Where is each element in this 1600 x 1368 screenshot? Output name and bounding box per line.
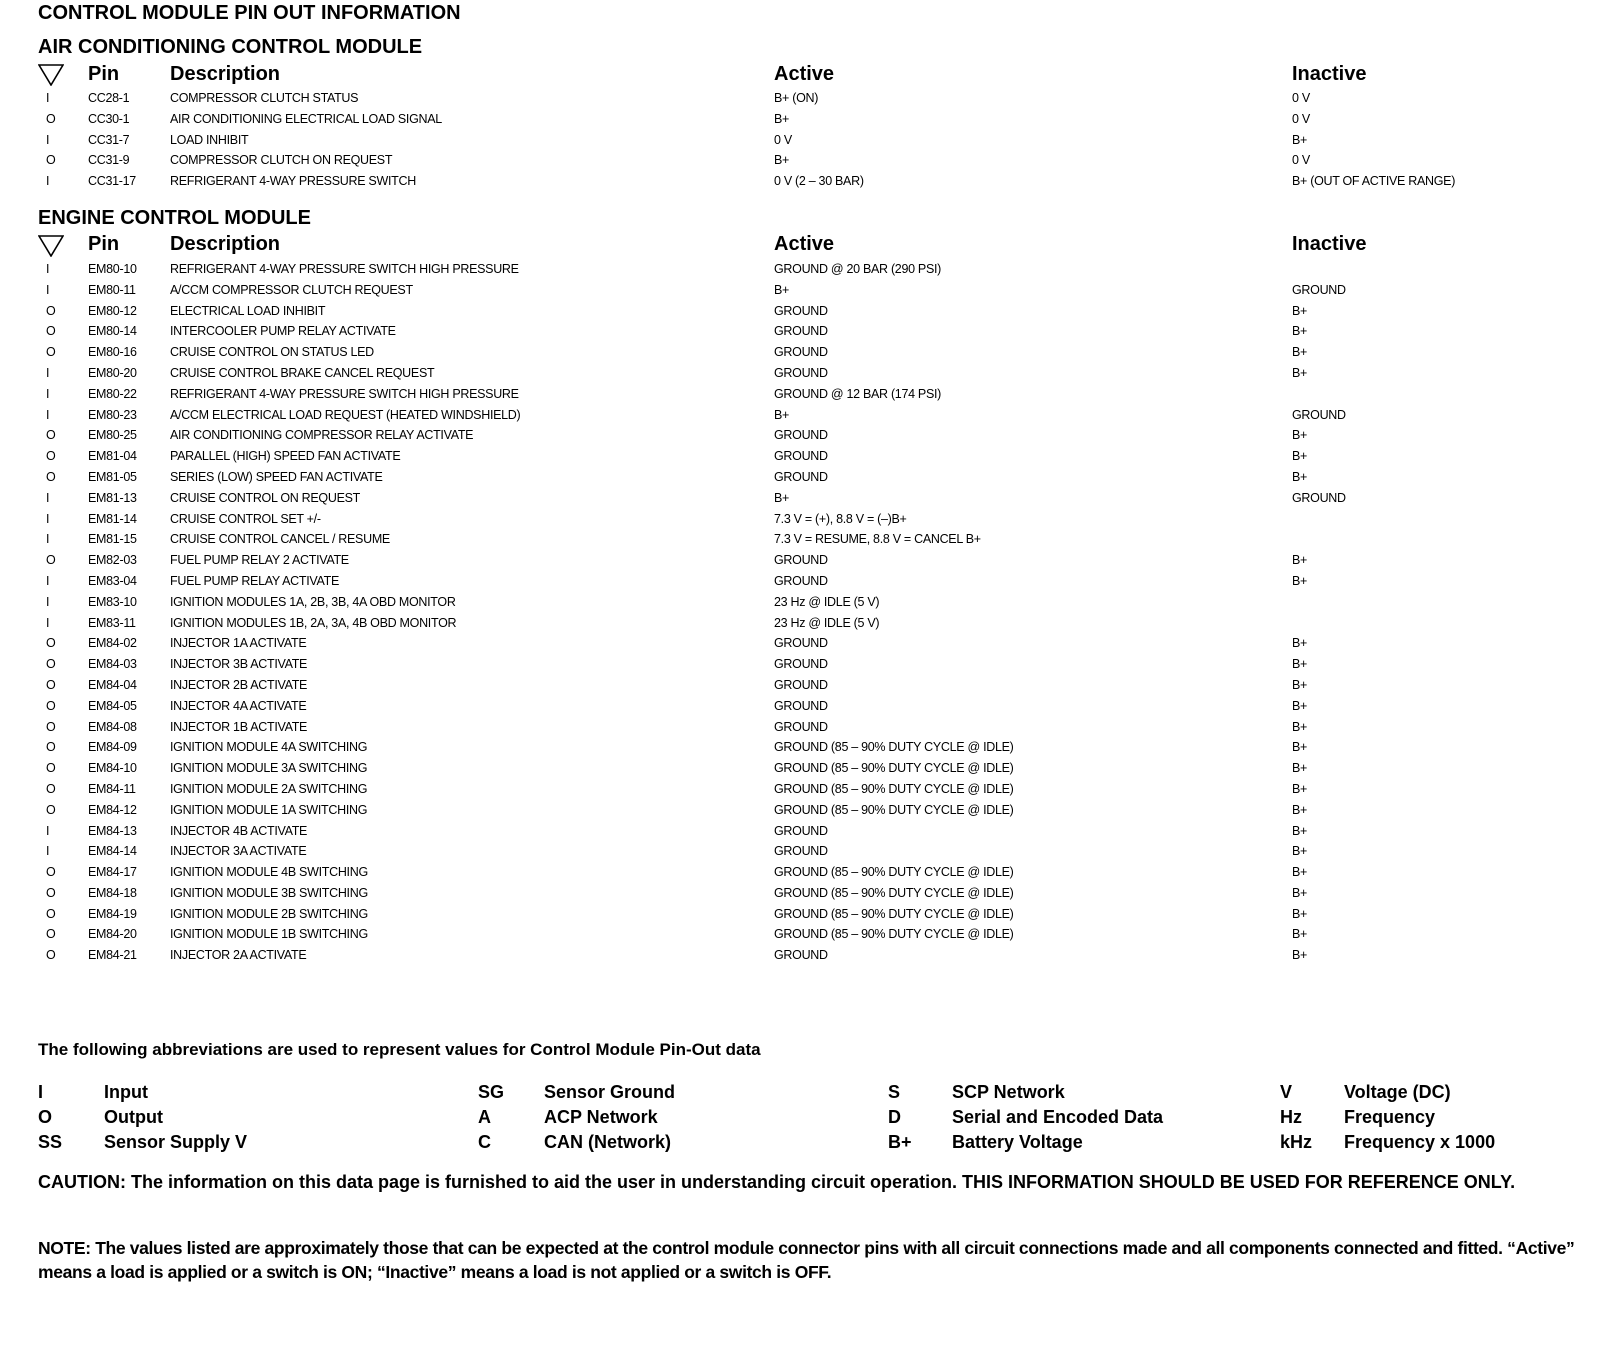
abbreviation-meaning: Sensor Supply V <box>104 1132 248 1152</box>
table-row <box>38 280 1586 301</box>
pin-pin-cell: EM84-10 <box>88 761 137 776</box>
pin-active-cell: GROUND <box>774 469 828 484</box>
pin-pin-cell: CC28-1 <box>88 91 130 105</box>
table-row <box>38 150 1586 171</box>
pin-pin-cell: EM84-05 <box>88 698 137 713</box>
pin-inactive-cell: B+ <box>1292 553 1308 568</box>
pin-description-cell: IGNITION MODULE 4A SWITCHING <box>170 740 368 755</box>
pin-active-cell: GROUND <box>774 823 828 838</box>
pin-active-cell: 7.3 V = (+), 8.8 V = (–)B+ <box>774 511 907 526</box>
pin-pin-cell: EM83-04 <box>88 573 137 588</box>
triangle-down-icon <box>38 231 88 259</box>
abbreviation-item <box>1280 1130 1586 1154</box>
pin-inactive-cell: B+ <box>1292 802 1308 817</box>
pin-pin-cell: EM84-09 <box>88 740 137 755</box>
acm-pin-table <box>38 60 1586 192</box>
table-row <box>38 384 1586 405</box>
abbreviation-meaning: Serial and Encoded Data <box>952 1107 1164 1127</box>
pin-pin-cell: EM80-20 <box>88 365 137 380</box>
ecm-header-row <box>38 231 1586 259</box>
pin-description-cell: INJECTOR 2A ACTIVATE <box>170 948 307 963</box>
pin-pin-cell: EM81-15 <box>88 532 137 547</box>
acm-header-row <box>38 60 1586 88</box>
pin-io-cell: I <box>46 844 50 859</box>
pin-description-cell: CRUISE CONTROL BRAKE CANCEL REQUEST <box>170 365 435 380</box>
pin-io-cell: O <box>46 449 56 464</box>
pin-description-cell: IGNITION MODULE 3B SWITCHING <box>170 885 368 900</box>
pin-inactive-cell <box>1292 384 1586 405</box>
pin-description-cell: CRUISE CONTROL SET +/- <box>170 511 321 526</box>
abbreviation-code: kHz <box>1280 1132 1313 1152</box>
pin-active-cell: GROUND <box>774 636 828 651</box>
table-row <box>38 800 1586 821</box>
pin-active-cell: GROUND <box>774 345 828 360</box>
caution-text: CAUTION: The information on this data page is furnished to aid the user in understanding circuit operation. THIS INFORMATION SHOULD BE USED FOR REFERENCE ONLY. <box>38 1172 1516 1192</box>
pin-description-cell: IGNITION MODULE 4B SWITCHING <box>170 865 368 880</box>
pin-pin-cell: EM84-12 <box>88 802 137 817</box>
abbreviations-legend <box>38 1080 1586 1160</box>
pin-active-cell: GROUND @ 12 BAR (174 PSI) <box>774 386 942 401</box>
pin-pin-cell: CC30-1 <box>88 111 130 126</box>
table-row <box>38 696 1586 717</box>
abbreviation-item <box>888 1080 1278 1104</box>
pin-description-cell: IGNITION MODULE 1B SWITCHING <box>170 927 368 942</box>
pin-pin-cell: CC31-17 <box>88 174 136 189</box>
pin-inactive-cell <box>1292 613 1586 634</box>
pin-active-cell: GROUND (85 – 90% DUTY CYCLE @ IDLE) <box>774 885 1014 900</box>
triangle-down-icon <box>38 60 88 88</box>
pin-io-cell: O <box>46 636 56 651</box>
abbreviation-meaning: Frequency <box>1344 1107 1436 1127</box>
abbreviation-meaning: Voltage (DC) <box>1344 1082 1451 1102</box>
pin-description-cell: PARALLEL (HIGH) SPEED FAN ACTIVATE <box>170 449 401 464</box>
abbreviation-code: C <box>478 1132 491 1152</box>
ecm-inactive-header: Inactive <box>1292 233 1367 256</box>
pin-io-cell: O <box>46 553 56 568</box>
pin-io-cell: O <box>46 948 56 963</box>
pin-inactive-cell <box>1292 592 1586 613</box>
pin-io-cell: O <box>46 927 56 942</box>
table-row <box>38 550 1586 571</box>
pin-pin-cell: CC31-7 <box>88 132 130 147</box>
pin-pin-cell: EM80-25 <box>88 428 137 443</box>
pin-inactive-cell: B+ <box>1292 761 1308 776</box>
pin-io-cell: I <box>46 132 50 147</box>
table-row <box>38 737 1586 758</box>
pin-description-cell: CRUISE CONTROL ON STATUS LED <box>170 345 374 360</box>
pin-active-cell: B+ <box>774 407 790 422</box>
ecm-rows <box>38 259 1586 966</box>
pin-active-cell: GROUND (85 – 90% DUTY CYCLE @ IDLE) <box>774 927 1014 942</box>
pin-active-cell: GROUND <box>774 365 828 380</box>
pin-description-cell: CRUISE CONTROL CANCEL / RESUME <box>170 532 390 547</box>
pin-io-cell: O <box>46 677 56 692</box>
abbreviation-meaning: Output <box>104 1107 163 1127</box>
pin-active-cell: GROUND (85 – 90% DUTY CYCLE @ IDLE) <box>774 906 1014 921</box>
pin-active-cell: GROUND (85 – 90% DUTY CYCLE @ IDLE) <box>774 740 1014 755</box>
pin-description-cell: CRUISE CONTROL ON REQUEST <box>170 490 360 505</box>
pin-description-cell: ELECTRICAL LOAD INHIBIT <box>170 303 326 318</box>
abbreviation-meaning: CAN (Network) <box>544 1132 672 1152</box>
pin-description-cell: IGNITION MODULE 1A SWITCHING <box>170 802 368 817</box>
table-row <box>38 571 1586 592</box>
pin-inactive-cell: B+ <box>1292 823 1308 838</box>
pin-active-cell: 7.3 V = RESUME, 8.8 V = CANCEL B+ <box>774 532 981 547</box>
table-row <box>38 321 1586 342</box>
pin-inactive-cell: B+ <box>1292 449 1308 464</box>
pin-io-cell: O <box>46 740 56 755</box>
pin-io-cell: I <box>46 386 50 401</box>
pin-inactive-cell: B+ <box>1292 573 1308 588</box>
abbreviation-code: SS <box>38 1132 63 1152</box>
pin-inactive-cell: 0 V <box>1292 91 1310 105</box>
pin-inactive-cell: B+ <box>1292 132 1308 147</box>
pin-active-cell: GROUND <box>774 677 828 692</box>
pin-active-cell: GROUND (85 – 90% DUTY CYCLE @ IDLE) <box>774 865 1014 880</box>
table-row <box>38 425 1586 446</box>
pin-pin-cell: EM83-10 <box>88 594 137 609</box>
pin-io-cell: I <box>46 91 50 105</box>
pin-io-cell: I <box>46 594 50 609</box>
pin-description-cell: INJECTOR 3A ACTIVATE <box>170 844 307 859</box>
document-page <box>38 0 1586 1282</box>
pin-description-cell: INTERCOOLER PUMP RELAY ACTIVATE <box>170 324 396 339</box>
pin-pin-cell: EM84-13 <box>88 823 137 838</box>
pin-io-cell: O <box>46 153 56 168</box>
pin-active-cell: GROUND (85 – 90% DUTY CYCLE @ IDLE) <box>774 802 1014 817</box>
abbreviation-item <box>478 1080 888 1104</box>
pin-active-cell: GROUND <box>774 844 828 859</box>
table-row <box>38 259 1586 280</box>
pin-inactive-cell: B+ <box>1292 345 1308 360</box>
pin-inactive-cell <box>1292 259 1586 280</box>
pin-pin-cell: EM84-20 <box>88 927 137 942</box>
pin-description-cell: INJECTOR 1B ACTIVATE <box>170 719 308 734</box>
pin-io-cell: I <box>46 532 50 547</box>
pin-io-cell: I <box>46 615 50 630</box>
pin-description-cell: INJECTOR 3B ACTIVATE <box>170 657 308 672</box>
table-row <box>38 446 1586 467</box>
pin-active-cell: GROUND <box>774 553 828 568</box>
ecm-description-header: Description <box>170 233 281 256</box>
pin-io-cell: I <box>46 365 50 380</box>
abbreviation-item <box>1280 1105 1586 1129</box>
pin-inactive-cell: B+ <box>1292 677 1308 692</box>
abbreviation-item <box>38 1080 478 1104</box>
abbreviation-item <box>38 1130 478 1154</box>
pin-description-cell: INJECTOR 2B ACTIVATE <box>170 677 308 692</box>
abbreviation-item <box>1280 1080 1586 1104</box>
pin-active-cell: GROUND <box>774 719 828 734</box>
pin-inactive-cell: B+ <box>1292 365 1308 380</box>
pin-pin-cell: EM84-11 <box>88 781 136 796</box>
pin-io-cell: I <box>46 407 50 422</box>
pin-inactive-cell: B+ <box>1292 906 1308 921</box>
table-row <box>38 509 1586 530</box>
pin-description-cell: IGNITION MODULES 1B, 2A, 3A, 4B OBD MONITOR <box>170 615 457 630</box>
pin-pin-cell: EM80-22 <box>88 386 137 401</box>
pin-description-cell: FUEL PUMP RELAY ACTIVATE <box>170 573 340 588</box>
pin-active-cell: 23 Hz @ IDLE (5 V) <box>774 594 880 609</box>
pin-io-cell: I <box>46 573 50 588</box>
pin-io-cell: I <box>46 511 50 526</box>
table-row <box>38 633 1586 654</box>
pin-pin-cell: EM84-21 <box>88 948 137 963</box>
pin-pin-cell: EM80-16 <box>88 345 137 360</box>
pin-inactive-cell <box>1292 529 1586 550</box>
pin-io-cell: I <box>46 261 50 276</box>
ecm-pin-header: Pin <box>88 233 120 256</box>
pin-inactive-cell: B+ <box>1292 927 1308 942</box>
abbreviations-intro: The following abbreviations are used to represent values for Control Module Pin-Out data <box>38 1040 761 1059</box>
abbreviation-code: O <box>38 1107 53 1127</box>
pin-io-cell: O <box>46 657 56 672</box>
pin-description-cell: AIR CONDITIONING ELECTRICAL LOAD SIGNAL <box>170 111 442 126</box>
ecm-section-title: ENGINE CONTROL MODULE <box>38 206 311 229</box>
pin-pin-cell: EM81-05 <box>88 469 137 484</box>
table-row <box>38 405 1586 426</box>
pin-description-cell: IGNITION MODULES 1A, 2B, 3B, 4A OBD MONITOR <box>170 594 456 609</box>
table-row <box>38 592 1586 613</box>
pin-description-cell: REFRIGERANT 4-WAY PRESSURE SWITCH <box>170 174 416 189</box>
pin-active-cell: GROUND <box>774 657 828 672</box>
abbreviation-item <box>478 1105 888 1129</box>
pin-description-cell: IGNITION MODULE 2B SWITCHING <box>170 906 368 921</box>
pin-active-cell: GROUND @ 20 BAR (290 PSI) <box>774 261 942 276</box>
table-row <box>38 862 1586 883</box>
table-row <box>38 488 1586 509</box>
table-row <box>38 301 1586 322</box>
pin-active-cell: B+ <box>774 153 790 168</box>
pin-inactive-cell <box>1292 509 1586 530</box>
pin-description-cell: REFRIGERANT 4-WAY PRESSURE SWITCH HIGH PRESSURE <box>170 261 519 276</box>
pin-io-cell: I <box>46 823 50 838</box>
pin-inactive-cell: GROUND <box>1292 490 1346 505</box>
table-row <box>38 529 1586 550</box>
table-row <box>38 841 1586 862</box>
pin-inactive-cell: B+ <box>1292 324 1308 339</box>
pin-active-cell: 0 V <box>774 132 792 147</box>
pin-pin-cell: CC31-9 <box>88 153 130 168</box>
pin-pin-cell: EM81-04 <box>88 449 137 464</box>
pin-inactive-cell: B+ <box>1292 844 1308 859</box>
table-row <box>38 821 1586 842</box>
pin-io-cell: O <box>46 865 56 880</box>
abbreviation-item <box>478 1130 888 1154</box>
abbreviation-item <box>38 1105 478 1129</box>
pin-inactive-cell: B+ <box>1292 885 1308 900</box>
abbreviation-code: Hz <box>1280 1107 1302 1127</box>
pin-inactive-cell: B+ <box>1292 636 1308 651</box>
pin-active-cell: GROUND <box>774 303 828 318</box>
pin-description-cell: LOAD INHIBIT <box>170 132 249 147</box>
pin-description-cell: A/CCM COMPRESSOR CLUTCH REQUEST <box>170 282 413 297</box>
ecm-active-header: Active <box>774 233 835 256</box>
pin-pin-cell: EM81-13 <box>88 490 137 505</box>
pin-description-cell: AIR CONDITIONING COMPRESSOR RELAY ACTIVATE <box>170 428 474 443</box>
abbreviation-code: I <box>38 1082 44 1102</box>
pin-io-cell: O <box>46 719 56 734</box>
pin-description-cell: IGNITION MODULE 3A SWITCHING <box>170 761 368 776</box>
pin-pin-cell: EM84-18 <box>88 885 137 900</box>
pin-inactive-cell: B+ <box>1292 781 1308 796</box>
pin-pin-cell: EM84-17 <box>88 865 137 880</box>
pin-inactive-cell: GROUND <box>1292 282 1346 297</box>
pin-inactive-cell: B+ <box>1292 428 1308 443</box>
acm-description-header: Description <box>170 62 281 85</box>
pin-inactive-cell: GROUND <box>1292 407 1346 422</box>
pin-active-cell: GROUND <box>774 428 828 443</box>
abbreviation-code: D <box>888 1107 901 1127</box>
table-row <box>38 171 1586 192</box>
pin-inactive-cell: B+ <box>1292 469 1308 484</box>
table-row <box>38 779 1586 800</box>
abbreviation-meaning: Frequency x 1000 <box>1344 1132 1496 1152</box>
pin-inactive-cell: B+ <box>1292 865 1308 880</box>
pin-pin-cell: EM82-03 <box>88 553 137 568</box>
acm-active-header: Active <box>774 62 835 85</box>
table-row <box>38 363 1586 384</box>
pin-inactive-cell: B+ <box>1292 719 1308 734</box>
pin-description-cell: COMPRESSOR CLUTCH ON REQUEST <box>170 153 393 168</box>
pin-pin-cell: EM83-11 <box>88 615 136 630</box>
pin-active-cell: GROUND (85 – 90% DUTY CYCLE @ IDLE) <box>774 781 1014 796</box>
pin-description-cell: INJECTOR 4B ACTIVATE <box>170 823 308 838</box>
pin-io-cell: O <box>46 885 56 900</box>
table-row <box>38 342 1586 363</box>
abbreviation-meaning: Sensor Ground <box>544 1082 676 1102</box>
pin-description-cell: SERIES (LOW) SPEED FAN ACTIVATE <box>170 469 383 484</box>
table-row <box>38 758 1586 779</box>
pin-description-cell: REFRIGERANT 4-WAY PRESSURE SWITCH HIGH PRESSURE <box>170 386 519 401</box>
pin-pin-cell: EM84-03 <box>88 657 137 672</box>
pin-active-cell: GROUND <box>774 948 828 963</box>
pin-pin-cell: EM84-04 <box>88 677 137 692</box>
pin-active-cell: GROUND <box>774 449 828 464</box>
pin-active-cell: B+ (ON) <box>774 91 819 105</box>
pin-inactive-cell: B+ <box>1292 948 1308 963</box>
table-row <box>38 130 1586 151</box>
acm-pin-header: Pin <box>88 62 120 85</box>
pin-active-cell: GROUND <box>774 698 828 713</box>
pin-active-cell: B+ <box>774 282 790 297</box>
pin-pin-cell: EM80-14 <box>88 324 137 339</box>
table-row <box>38 675 1586 696</box>
abbreviation-meaning: Input <box>104 1082 148 1102</box>
pin-description-cell: COMPRESSOR CLUTCH STATUS <box>170 91 359 105</box>
pin-io-cell: O <box>46 428 56 443</box>
pin-inactive-cell: B+ <box>1292 303 1308 318</box>
abbreviation-code: B+ <box>888 1132 912 1152</box>
table-row <box>38 613 1586 634</box>
pin-io-cell: O <box>46 324 56 339</box>
pin-inactive-cell: 0 V <box>1292 153 1310 168</box>
pin-active-cell: GROUND <box>774 573 828 588</box>
pin-pin-cell: EM84-08 <box>88 719 137 734</box>
pin-description-cell: A/CCM ELECTRICAL LOAD REQUEST (HEATED WINDSHIELD) <box>170 407 521 422</box>
pin-io-cell: O <box>46 802 56 817</box>
acm-rows <box>38 88 1586 192</box>
document-title: CONTROL MODULE PIN OUT INFORMATION <box>38 2 461 24</box>
pin-pin-cell: EM81-14 <box>88 511 137 526</box>
acm-inactive-header: Inactive <box>1292 62 1367 85</box>
table-row <box>38 883 1586 904</box>
pin-inactive-cell: B+ <box>1292 657 1308 672</box>
pin-io-cell: I <box>46 282 50 297</box>
pin-pin-cell: EM80-11 <box>88 282 136 297</box>
table-row <box>38 109 1586 130</box>
pin-inactive-cell: 0 V <box>1292 111 1310 126</box>
pin-pin-cell: EM80-12 <box>88 303 137 318</box>
abbreviation-item <box>888 1105 1278 1129</box>
abbreviation-code: V <box>1280 1082 1293 1102</box>
table-row <box>38 88 1586 109</box>
pin-pin-cell: EM84-02 <box>88 636 137 651</box>
pin-io-cell: O <box>46 111 56 126</box>
abbreviation-code: SG <box>478 1082 505 1102</box>
pin-description-cell: INJECTOR 1A ACTIVATE <box>170 636 307 651</box>
note-text: NOTE: The values listed are approximately those that can be expected at the control module connector pins with all circuit connections made and all components connected and fitted. “Active” means a load is applied or a switch is ON; “Inactive” means a load is not applied or a switch is OFF. <box>38 1238 1575 1282</box>
pin-active-cell: GROUND <box>774 324 828 339</box>
pin-inactive-cell: B+ (OUT OF ACTIVE RANGE) <box>1292 174 1456 189</box>
abbreviation-meaning: SCP Network <box>952 1082 1065 1102</box>
pin-active-cell: 0 V (2 – 30 BAR) <box>774 174 864 189</box>
pin-io-cell: O <box>46 761 56 776</box>
abbreviation-meaning: Battery Voltage <box>952 1132 1083 1152</box>
pin-pin-cell: EM80-10 <box>88 261 137 276</box>
pin-pin-cell: EM80-23 <box>88 407 137 422</box>
table-row <box>38 654 1586 675</box>
pin-io-cell: I <box>46 490 50 505</box>
pin-io-cell: I <box>46 174 50 189</box>
pin-io-cell: O <box>46 906 56 921</box>
abbreviation-item <box>888 1130 1278 1154</box>
pin-description-cell: FUEL PUMP RELAY 2 ACTIVATE <box>170 553 349 568</box>
table-row <box>38 945 1586 966</box>
pin-io-cell: O <box>46 469 56 484</box>
pin-pin-cell: EM84-14 <box>88 844 137 859</box>
table-row <box>38 467 1586 488</box>
abbreviation-code: S <box>888 1082 901 1102</box>
acm-section-title: AIR CONDITIONING CONTROL MODULE <box>38 36 423 58</box>
pin-active-cell: GROUND (85 – 90% DUTY CYCLE @ IDLE) <box>774 761 1014 776</box>
pin-io-cell: O <box>46 698 56 713</box>
table-row <box>38 717 1586 738</box>
pin-io-cell: O <box>46 303 56 318</box>
pin-inactive-cell: B+ <box>1292 698 1308 713</box>
ecm-pin-table <box>38 231 1586 966</box>
pin-inactive-cell: B+ <box>1292 740 1308 755</box>
pin-description-cell: IGNITION MODULE 2A SWITCHING <box>170 781 368 796</box>
abbreviation-code: A <box>478 1107 491 1127</box>
pin-active-cell: B+ <box>774 111 790 126</box>
table-row <box>38 904 1586 925</box>
pin-io-cell: O <box>46 781 56 796</box>
pin-pin-cell: EM84-19 <box>88 906 137 921</box>
pin-active-cell: B+ <box>774 490 790 505</box>
pin-description-cell: INJECTOR 4A ACTIVATE <box>170 698 307 713</box>
pin-io-cell: O <box>46 345 56 360</box>
abbreviation-meaning: ACP Network <box>544 1107 658 1127</box>
pin-active-cell: 23 Hz @ IDLE (5 V) <box>774 615 880 630</box>
table-row <box>38 924 1586 945</box>
